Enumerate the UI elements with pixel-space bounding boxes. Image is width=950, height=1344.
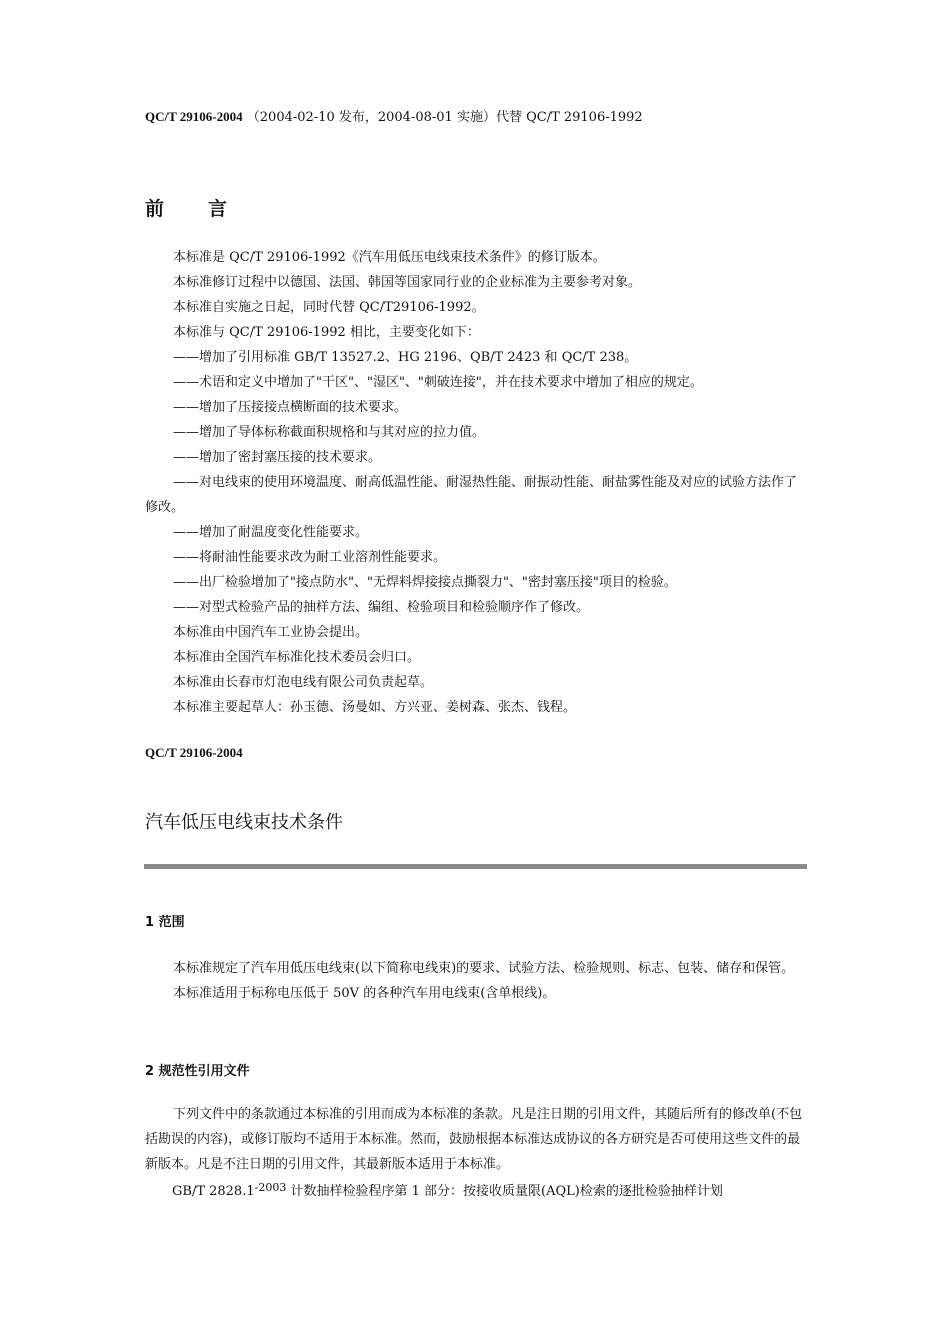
preface-line: ——增加了密封塞压接的技术要求。	[173, 450, 382, 465]
header-standard-code: QC/T 29106-2004	[145, 109, 243, 124]
section-1-line: 本标准适用于标称电压低于 50V 的各种汽车用电线束(含单根线)。	[173, 986, 556, 1001]
header-dates: （2004-02-10 发布，2004-08-01 实施）代替 QC/T 29106-1992	[246, 110, 643, 125]
preface-line: 本标准由全国汽车标准化技术委员会归口。	[173, 650, 421, 665]
reference-title: 计数抽样检验程序第 1 部分：按接收质量限(AQL)检索的逐批检验抽样计划	[286, 1184, 723, 1199]
preface-line: ——增加了耐温度变化性能要求。	[173, 525, 369, 540]
preface-line: ——对型式检验产品的抽样方法、编组、检验项目和检验顺序作了修改。	[173, 600, 590, 615]
preface-line: ——对电线束的使用环境温度、耐高低温性能、耐湿热性能、耐振动性能、耐盐雾性能及对应的试验方法作了修改。	[145, 475, 798, 515]
reference-item	[172, 1180, 723, 1199]
preface-heading-left: 前	[145, 198, 165, 220]
preface-line: 本标准修订过程中以德国、法国、韩国等国家同行业的企业标准为主要参考对象。	[173, 275, 642, 290]
preface-line: 本标准是 QC/T 29106-1992《汽车用低压电线束技术条件》的修订版本。	[173, 250, 606, 265]
preface-line: 本标准由中国汽车工业协会提出。	[173, 625, 369, 640]
preface-line: ——术语和定义中增加了"干区"、"湿区"、"刺破连接"，并在技术要求中增加了相应的规定。	[173, 375, 703, 390]
section-1-body	[145, 956, 807, 1006]
section-2-body	[145, 1102, 807, 1177]
preface-line: 本标准与 QC/T 29106-1992 相比，主要变化如下：	[173, 325, 480, 340]
preface-body	[145, 245, 807, 720]
preface-heading-right: 言	[208, 198, 228, 220]
preface-line: ——增加了压接接点横断面的技术要求。	[173, 400, 408, 415]
standard-header-line	[145, 106, 643, 125]
reference-year: -2003	[254, 1181, 287, 1194]
preface-line: 本标准由长春市灯泡电线有限公司负责起草。	[173, 675, 434, 690]
section-1-line: 本标准规定了汽车用低压电线束(以下简称电线束)的要求、试验方法、检验规则、标志、包装、储存和保管。	[173, 961, 795, 976]
preface-line: ——增加了导体标称截面积规格和与其对应的拉力值。	[173, 425, 486, 440]
preface-heading	[145, 194, 227, 221]
standard-code: QC/T 29106-2004	[145, 745, 243, 760]
preface-line: ——增加了引用标准 GB/T 13527.2、HG 2196、QB/T 2423 和 QC/T 238。	[173, 350, 638, 365]
preface-line: ——将耐油性能要求改为耐工业溶剂性能要求。	[173, 550, 447, 565]
section-2-line: 下列文件中的条款通过本标准的引用而成为本标准的条款。凡是注日期的引用文件，其随后所有的修改单(不包括勘误的内容)，或修订版均不适用于本标准。然而，鼓励根据本标准达成协议的各方研究是否可使用这些文件的最新版本。凡是不注日期的引用文件，其最新版本适用于本标准。	[145, 1107, 803, 1172]
section-2-heading: 2 规范性引用文件	[145, 1064, 250, 1079]
preface-line: 本标准自实施之日起，同时代替 QC/T29106-1992。	[173, 300, 485, 315]
preface-line: ——出厂检验增加了"接点防水"、"无焊料焊接接点撕裂力"、"密封塞压接"项目的检验。	[173, 575, 677, 590]
section-1-heading: 1 范围	[145, 915, 185, 930]
preface-line: 本标准主要起草人：孙玉德、汤曼如、方兴亚、姜树森、张杰、钱程。	[173, 700, 577, 715]
reference-code: GB/T 2828.1	[172, 1184, 255, 1199]
title-divider	[144, 864, 807, 869]
standard-title: 汽车低压电线束技术条件	[145, 812, 343, 833]
